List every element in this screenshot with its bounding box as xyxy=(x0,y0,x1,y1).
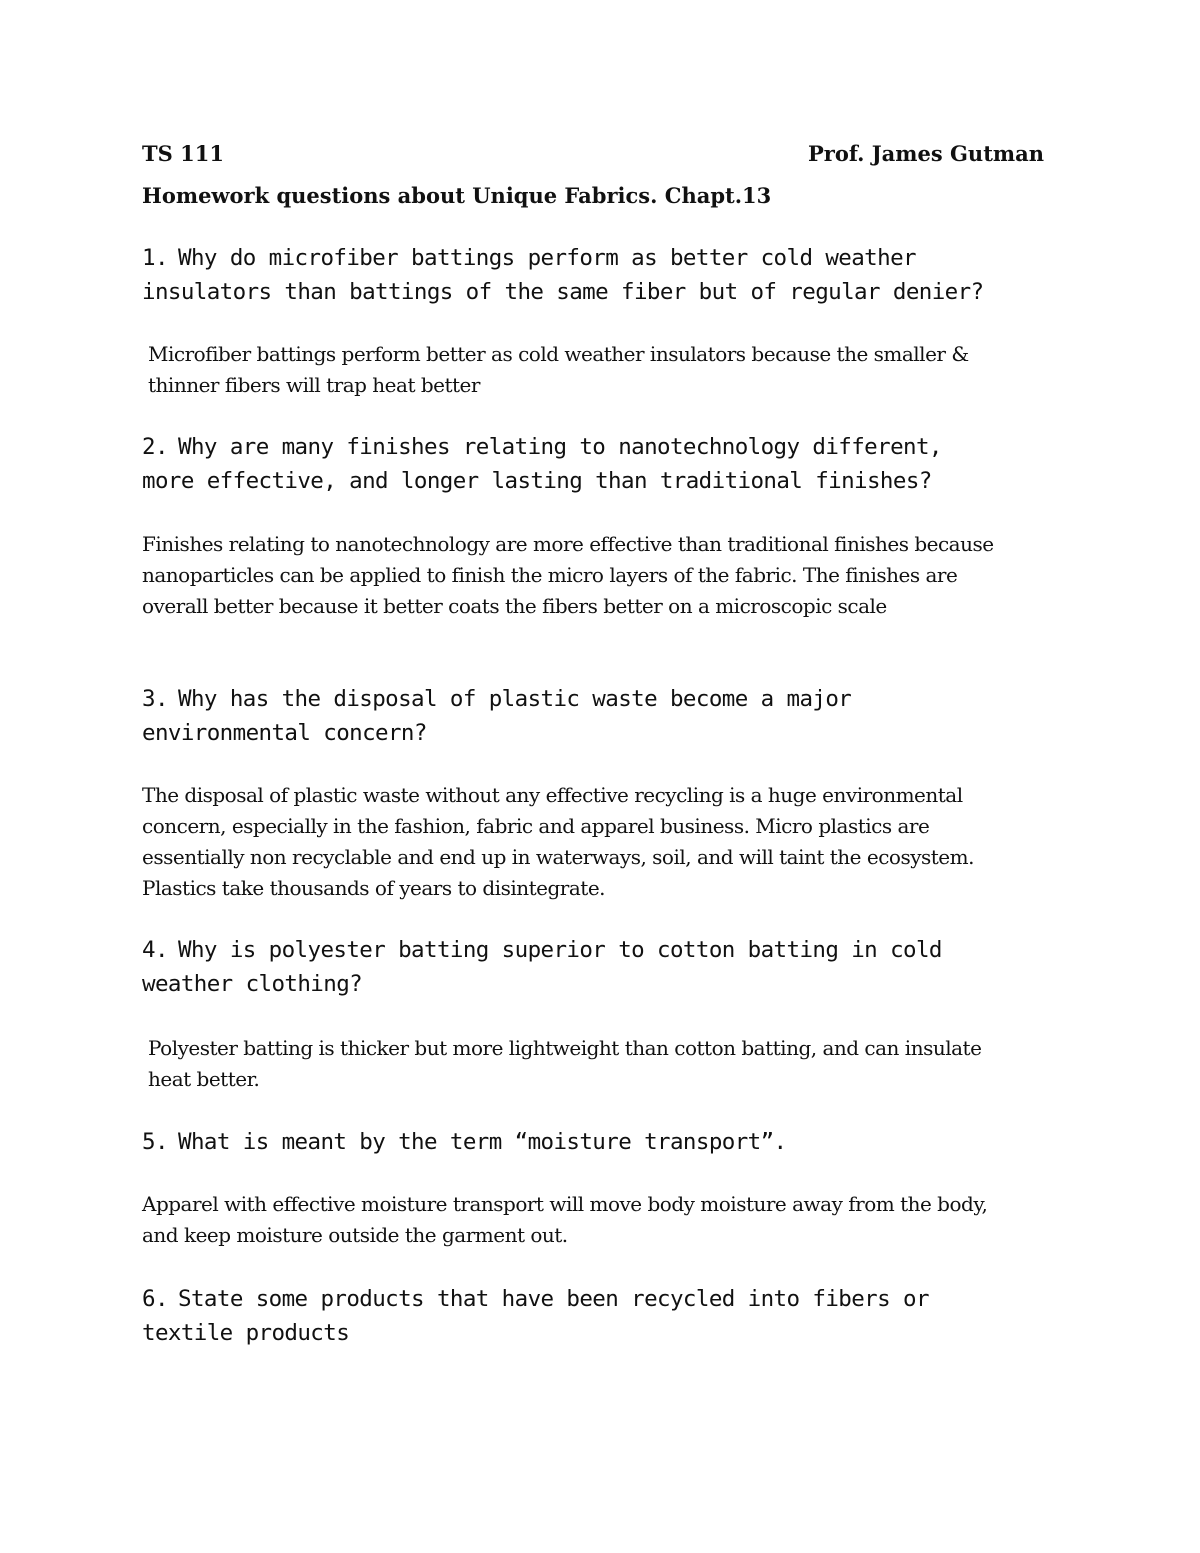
question-text: Why is polyester batting superior to cotton batting in cold weather clothing? xyxy=(142,937,942,997)
question-number: 1. xyxy=(142,245,168,271)
question-text: State some products that have been recycled into fibers or textile products xyxy=(142,1286,929,1346)
question-3 xyxy=(142,682,1002,750)
question-4 xyxy=(142,933,1002,1001)
question-number: 2. xyxy=(142,434,168,460)
question-text: Why are many finishes relating to nanotechnology different, more effective, and longer lasting than traditional finishes? xyxy=(142,434,942,494)
document-title: Homework questions about Unique Fabrics. Chapt.13 xyxy=(142,183,772,208)
course-code: TS 111 xyxy=(142,141,224,166)
answer-3: The disposal of plastic waste without any effective recycling is a huge environmental concern, especially in the fashion, fabric and apparel business. Micro plastics are essentially non recyclable and end up in waterways, soil, and will taint the ecosystem. Plastics take thousands of years to disintegrate. xyxy=(142,783,974,900)
question-text: What is meant by the term “moisture transport”. xyxy=(178,1129,787,1155)
answer-2: Finishes relating to nanotechnology are more effective than traditional finishes because nanoparticles can be applied to finish the micro layers of the fabric. The finishes are overall better because it better coats the fibers better on a microscopic scale xyxy=(142,532,994,618)
answer-5: Apparel with effective moisture transport will move body moisture away from the body, and keep moisture outside the garment out. xyxy=(142,1192,988,1247)
question-5 xyxy=(142,1125,1002,1159)
question-number: 4. xyxy=(142,937,168,963)
question-number: 6. xyxy=(142,1286,168,1312)
question-number: 5. xyxy=(142,1129,168,1155)
question-6 xyxy=(142,1282,1002,1350)
answer-4: Polyester batting is thicker but more lightweight than cotton batting, and can insulate heat better. xyxy=(148,1036,982,1091)
question-text: Why do microfiber battings perform as better cold weather insulators than battings of the same fiber but of regular denier? xyxy=(142,245,984,305)
professor-name: Prof. James Gutman xyxy=(807,141,1044,166)
answer-1: Microfiber battings perform better as cold weather insulators because the smaller & thinner fibers will trap heat better xyxy=(148,342,969,397)
question-text: Why has the disposal of plastic waste become a major environmental concern? xyxy=(142,686,852,746)
question-2 xyxy=(142,430,1002,498)
question-1 xyxy=(142,241,1002,309)
question-number: 3. xyxy=(142,686,168,712)
